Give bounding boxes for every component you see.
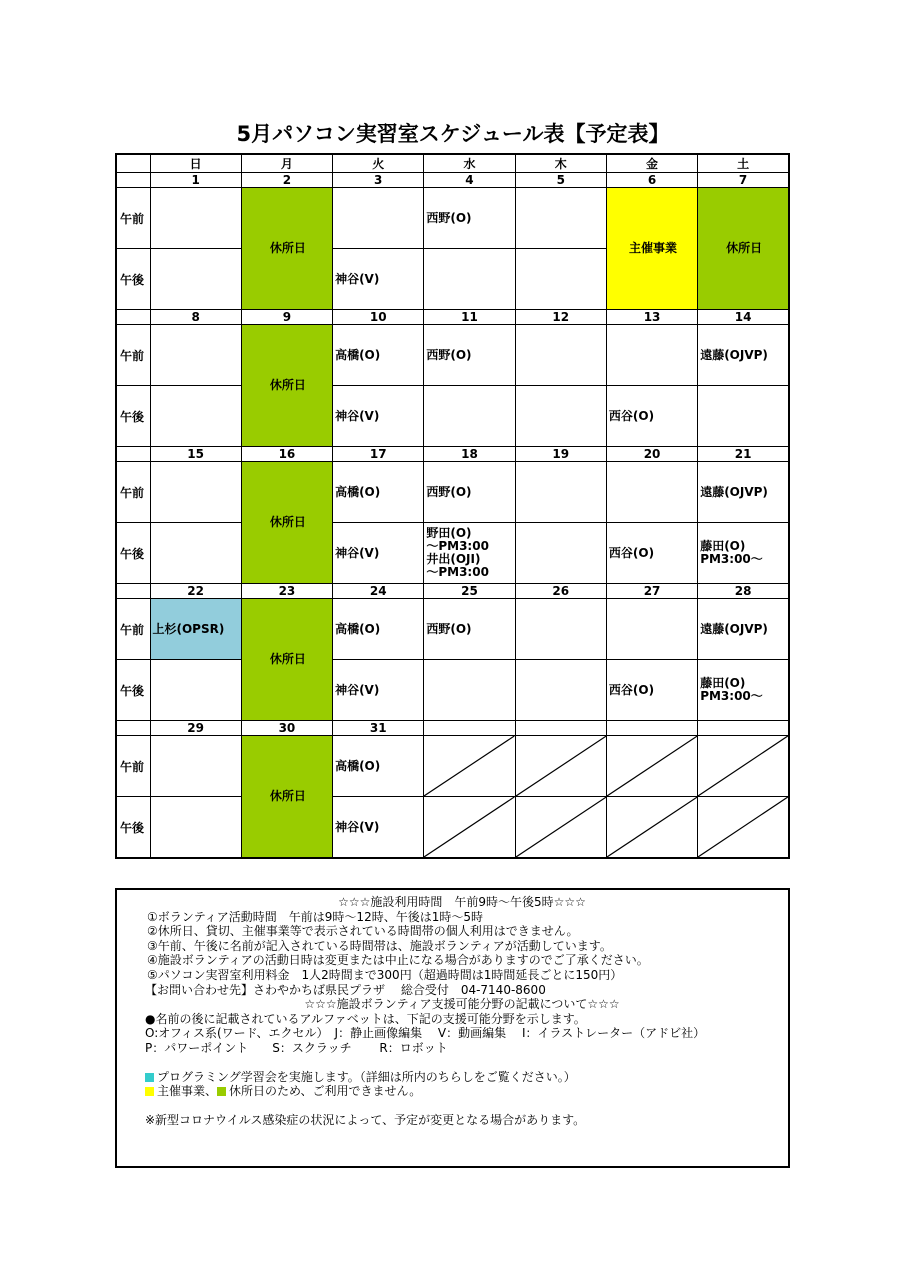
date-number: 28 xyxy=(698,584,789,599)
am-slot: 遠藤(OJVP) xyxy=(698,599,789,660)
am-slot: 遠藤(OJVP) xyxy=(698,325,789,386)
pm-row xyxy=(116,523,789,584)
pm-label: 午後 xyxy=(116,523,150,584)
pm-label: 午後 xyxy=(116,660,150,721)
date-number xyxy=(606,721,697,736)
date-number: 1 xyxy=(150,173,241,188)
day-header: 木 xyxy=(515,154,606,173)
unused-day-cell xyxy=(698,736,789,797)
schedule-table xyxy=(115,153,790,859)
am-slot: 高橋(O) xyxy=(333,462,424,523)
pm-slot xyxy=(424,386,515,447)
closed-note: 主催事業、 休所日のため、ご利用できません。 xyxy=(145,1084,777,1099)
am-label: 午前 xyxy=(116,462,150,523)
date-number: 5 xyxy=(515,173,606,188)
am-slot: 高橋(O) xyxy=(333,325,424,386)
pm-slot: 西谷(O) xyxy=(606,523,697,584)
note-item: ③午前、午後に名前が記入されている時間帯は、施設ボランティアが活動しています。 xyxy=(147,938,612,953)
green-square-icon xyxy=(217,1087,226,1096)
diagonal-line-icon xyxy=(516,797,606,857)
date-number: 10 xyxy=(333,310,424,325)
am-label: 午前 xyxy=(116,599,150,660)
pm-slot xyxy=(515,660,606,721)
date-number: 31 xyxy=(333,721,424,736)
contact-info: 【お問い合わせ先】さわやかちば県民プラザ 総合受付 04-7140-8600 xyxy=(145,982,546,997)
pm-slot: 藤田(O) PM3:00～ xyxy=(698,523,789,584)
date-number: 24 xyxy=(333,584,424,599)
diagonal-line-icon xyxy=(516,736,606,796)
support-line: ●名前の後に記載されているアルファベットは、下記の支援可能分野を示します。 xyxy=(145,1011,586,1026)
date-number: 8 xyxy=(150,310,241,325)
am-slot xyxy=(150,462,241,523)
date-number: 16 xyxy=(241,447,332,462)
closed-day-cell: 休所日 xyxy=(698,188,789,310)
am-slot xyxy=(515,325,606,386)
pm-slot: 西谷(O) xyxy=(606,386,697,447)
day-header: 日 xyxy=(150,154,241,173)
am-row xyxy=(116,736,789,797)
closed-day-cell: 休所日 xyxy=(241,462,332,584)
am-row xyxy=(116,462,789,523)
event-day-cell: 主催事業 xyxy=(606,188,697,310)
diagonal-line-icon xyxy=(607,736,697,796)
closed-day-cell: 休所日 xyxy=(241,599,332,721)
closed-day-cell: 休所日 xyxy=(241,325,332,447)
note-item: ⑤パソコン実習室利用料金 1人2時間まで300円（超過時間は1時間延長ごとに150円） xyxy=(147,967,623,982)
am-slot xyxy=(150,325,241,386)
date-row-label xyxy=(116,310,150,325)
pm-label: 午後 xyxy=(116,386,150,447)
programming-note: プログラミング学習会を実施します。（詳細は所内のちらしをご覧ください。） xyxy=(145,1070,777,1085)
am-slot xyxy=(606,599,697,660)
date-row xyxy=(116,173,789,188)
day-header: 火 xyxy=(333,154,424,173)
support-title: ☆☆☆施設ボランティア支援可能分野の記載について☆☆☆ xyxy=(304,997,620,1012)
date-row-label xyxy=(116,584,150,599)
day-header-row xyxy=(116,154,789,173)
date-row-label xyxy=(116,173,150,188)
date-row xyxy=(116,310,789,325)
date-row xyxy=(116,447,789,462)
pm-slot: 神谷(V) xyxy=(333,386,424,447)
am-row xyxy=(116,325,789,386)
page-title: 5月パソコン実習室スケジュール表【予定表】 xyxy=(236,122,670,146)
date-number: 4 xyxy=(424,173,515,188)
pm-slot xyxy=(150,386,241,447)
am-label: 午前 xyxy=(116,188,150,249)
pm-slot xyxy=(515,523,606,584)
pm-slot xyxy=(698,386,789,447)
pm-slot: 神谷(V) xyxy=(333,660,424,721)
date-number: 18 xyxy=(424,447,515,462)
unused-day-cell xyxy=(606,736,697,797)
pm-label: 午後 xyxy=(116,249,150,310)
date-number: 26 xyxy=(515,584,606,599)
am-row xyxy=(116,599,789,660)
diagonal-line-icon xyxy=(698,736,788,796)
am-label: 午前 xyxy=(116,325,150,386)
note-item: ①ボランティア活動時間 午前は9時～12時、午後は1時～5時 xyxy=(147,909,483,924)
am-slot: 高橋(O) xyxy=(333,599,424,660)
closed-day-cell: 休所日 xyxy=(241,736,332,859)
date-number: 15 xyxy=(150,447,241,462)
diagonal-line-icon xyxy=(424,736,514,796)
day-header: 金 xyxy=(606,154,697,173)
pm-slot xyxy=(150,797,241,859)
pm-slot: 神谷(V) xyxy=(333,523,424,584)
date-row xyxy=(116,721,789,736)
am-slot: 西野(O) xyxy=(424,325,515,386)
date-number: 22 xyxy=(150,584,241,599)
support-line: O:オフィス系(ワード、エクセル） J：静止画像編集 V：動画編集 I：イラストレーター（アドビ社） xyxy=(145,1026,706,1041)
date-number: 23 xyxy=(241,584,332,599)
date-number xyxy=(698,721,789,736)
date-row xyxy=(116,584,789,599)
date-number: 12 xyxy=(515,310,606,325)
pm-slot xyxy=(515,249,606,310)
day-header: 土 xyxy=(698,154,789,173)
date-number: 11 xyxy=(424,310,515,325)
date-number xyxy=(424,721,515,736)
pm-row xyxy=(116,660,789,721)
date-number: 29 xyxy=(150,721,241,736)
facility-hours: ☆☆☆施設利用時間 午前9時～午後5時☆☆☆ xyxy=(338,895,586,909)
diagonal-line-icon xyxy=(698,797,788,857)
date-number: 2 xyxy=(241,173,332,188)
unused-day-cell xyxy=(606,797,697,859)
date-number: 13 xyxy=(606,310,697,325)
am-slot xyxy=(333,188,424,249)
date-number xyxy=(515,721,606,736)
am-slot: 西野(O) xyxy=(424,462,515,523)
am-row xyxy=(116,188,789,249)
diagonal-line-icon xyxy=(607,797,697,857)
date-number: 14 xyxy=(698,310,789,325)
day-header: 水 xyxy=(424,154,515,173)
date-number: 7 xyxy=(698,173,789,188)
am-slot: 西野(O) xyxy=(424,599,515,660)
am-slot xyxy=(150,736,241,797)
unused-day-cell xyxy=(424,797,515,859)
am-slot: 高橋(O) xyxy=(333,736,424,797)
pm-slot xyxy=(150,523,241,584)
am-slot: 西野(O) xyxy=(424,188,515,249)
am-slot xyxy=(515,462,606,523)
date-number: 21 xyxy=(698,447,789,462)
yellow-square-icon xyxy=(145,1087,154,1096)
date-row-label xyxy=(116,447,150,462)
teal-square-icon xyxy=(145,1073,154,1082)
pm-row xyxy=(116,386,789,447)
covid-note: ※新型コロナウイルス感染症の状況によって、予定が変更となる場合があります。 xyxy=(145,1112,586,1127)
am-slot xyxy=(515,599,606,660)
am-slot xyxy=(150,188,241,249)
diagonal-line-icon xyxy=(424,797,514,857)
pm-slot xyxy=(150,249,241,310)
date-number: 9 xyxy=(241,310,332,325)
unused-day-cell xyxy=(515,736,606,797)
pm-slot: 神谷(V) xyxy=(333,797,424,859)
am-slot xyxy=(606,462,697,523)
pm-slot: 野田(O) ～PM3:00 井出(OJI) ～PM3:00 xyxy=(424,523,515,584)
unused-day-cell xyxy=(515,797,606,859)
support-line: P：パワーポイント S：スクラッチ R：ロボット xyxy=(145,1040,448,1055)
am-label: 午前 xyxy=(116,736,150,797)
pm-slot: 西谷(O) xyxy=(606,660,697,721)
notes-box xyxy=(115,888,790,1168)
date-number: 6 xyxy=(606,173,697,188)
date-number: 19 xyxy=(515,447,606,462)
am-slot xyxy=(606,325,697,386)
pm-slot xyxy=(424,660,515,721)
unused-day-cell xyxy=(698,797,789,859)
pm-row xyxy=(116,797,789,859)
pm-slot xyxy=(150,660,241,721)
date-number: 30 xyxy=(241,721,332,736)
corner-cell xyxy=(116,154,150,173)
pm-slot: 藤田(O) PM3:00～ xyxy=(698,660,789,721)
date-number: 25 xyxy=(424,584,515,599)
date-number: 27 xyxy=(606,584,697,599)
pm-slot: 神谷(V) xyxy=(333,249,424,310)
pm-label: 午後 xyxy=(116,797,150,859)
date-row-label xyxy=(116,721,150,736)
note-item: ②休所日、貸切、主催事業等で表示されている時間帯の個人利用はできません。 xyxy=(147,924,579,939)
unused-day-cell xyxy=(424,736,515,797)
closed-day-cell: 休所日 xyxy=(241,188,332,310)
am-slot xyxy=(515,188,606,249)
note-item: ④施設ボランティアの活動日時は変更または中止になる場合がありますのでご了承ください。 xyxy=(147,953,649,968)
date-number: 17 xyxy=(333,447,424,462)
pm-slot xyxy=(424,249,515,310)
date-number: 3 xyxy=(333,173,424,188)
am-slot: 遠藤(OJVP) xyxy=(698,462,789,523)
day-header: 月 xyxy=(241,154,332,173)
pm-slot xyxy=(515,386,606,447)
am-slot: 上杉(OPSR) xyxy=(150,599,241,660)
date-number: 20 xyxy=(606,447,697,462)
